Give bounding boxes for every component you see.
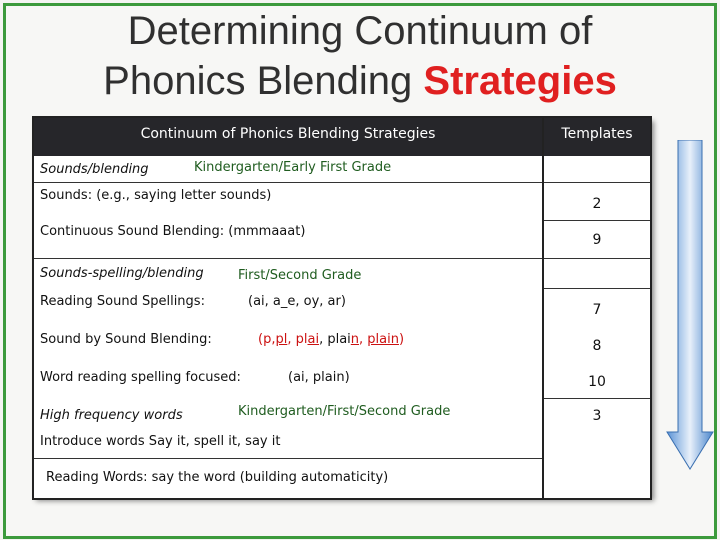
row-word-reading-examples: (ai, plain): [288, 370, 350, 385]
strategies-column: [32, 116, 544, 500]
row-reading-spellings-examples: (ai, a_e, oy, ar): [248, 294, 346, 309]
example-open: (p,: [258, 332, 276, 347]
slide-title: [0, 6, 720, 106]
row-introduce-text: Introduce words Say it, spell it, say it: [40, 434, 281, 449]
template-number-word-reading: 10: [588, 374, 606, 390]
title-line-2-main: Phonics Blending: [103, 59, 424, 103]
example-ai: ai: [307, 332, 320, 347]
example-pl: pl: [275, 332, 288, 347]
section-high-frequency-grade: Kindergarten/First/Second Grade: [238, 404, 451, 419]
row-divider: [34, 182, 542, 183]
row-sounds-text: Sounds: (e.g., saying letter sounds): [40, 188, 272, 203]
title-accent: Strategies: [423, 59, 617, 103]
continuum-table: [32, 116, 650, 496]
row-divider: [544, 288, 650, 289]
example-close: ): [398, 332, 405, 347]
strategies-header-label: Continuum of Phonics Blending Strategies: [140, 126, 436, 142]
example-comma-2: , plai: [319, 332, 351, 347]
row-sound-by-sound-examples: [258, 332, 404, 347]
row-continuous-text: Continuous Sound Blending: (mmmaaat): [40, 224, 306, 239]
section-sounds-blending-grade: Kindergarten/Early First Grade: [194, 160, 392, 175]
row-divider: [544, 182, 650, 183]
templates-header: [544, 118, 650, 156]
template-number-reading-spellings: 7: [592, 302, 602, 318]
down-arrow-icon: [666, 140, 714, 470]
row-divider: [34, 458, 542, 459]
example-comma-3: ,: [359, 332, 368, 347]
row-divider: [544, 398, 650, 399]
row-divider: [544, 220, 650, 221]
example-comma-1: , pl: [287, 332, 308, 347]
row-sound-by-sound-label: Sound by Sound Blending:: [40, 332, 212, 347]
templates-column: [542, 116, 652, 500]
templates-header-label: Templates: [561, 126, 633, 142]
example-n: n: [350, 332, 360, 347]
template-number-sound-by-sound: 8: [592, 338, 602, 354]
template-number-sounds: 2: [592, 196, 602, 212]
row-divider: [34, 258, 542, 259]
section-sounds-blending-label: Sounds/blending: [40, 162, 149, 177]
section-sounds-spelling-grade: First/Second Grade: [238, 268, 362, 283]
row-reading-words-text: Reading Words: say the word (building automaticity): [46, 470, 389, 485]
section-high-frequency-label: High frequency words: [40, 408, 183, 423]
row-divider: [544, 258, 650, 259]
title-line-2: [0, 56, 720, 106]
example-plain: plain: [367, 332, 399, 347]
title-line-1: Determining Continuum of: [127, 9, 593, 53]
strategies-header: [34, 118, 542, 156]
row-reading-spellings-label: Reading Sound Spellings:: [40, 294, 205, 309]
template-number-high-frequency: 3: [592, 408, 602, 424]
section-sounds-spelling-label: Sounds-spelling/blending: [40, 266, 204, 281]
template-number-continuous: 9: [592, 232, 602, 248]
row-word-reading-label: Word reading spelling focused:: [40, 370, 241, 385]
